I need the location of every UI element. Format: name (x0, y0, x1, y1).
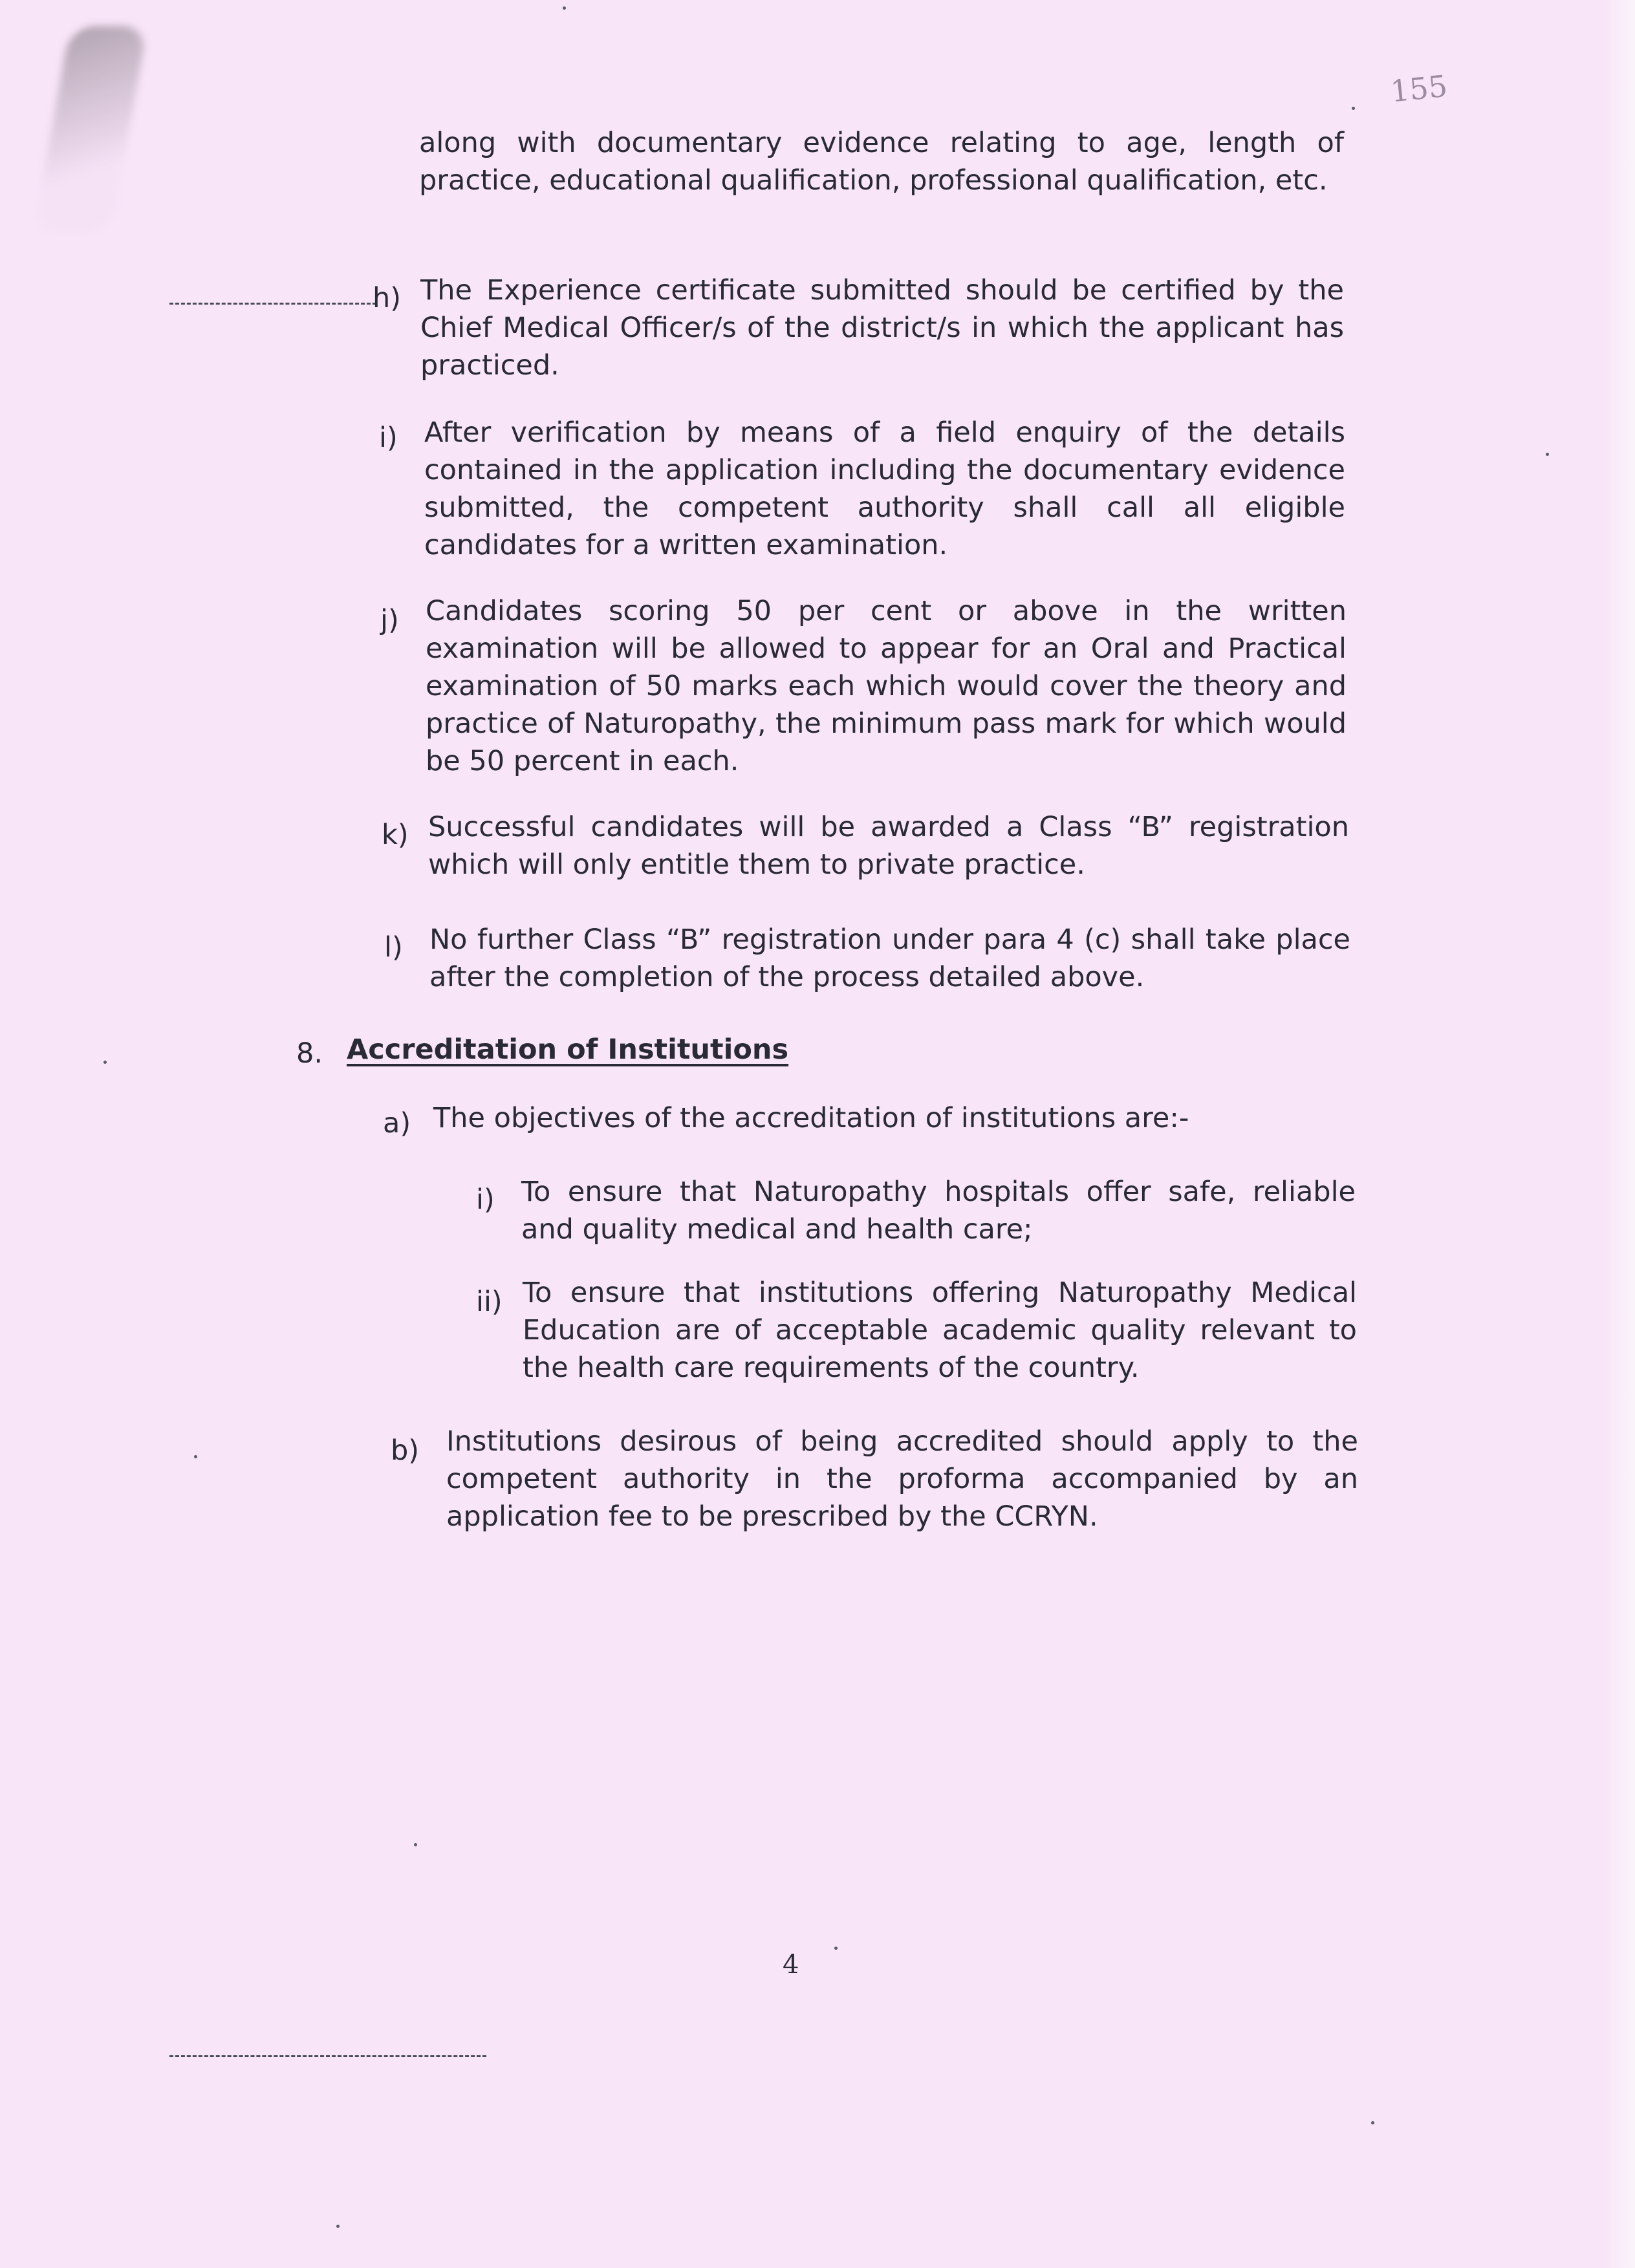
section-8-a-marker: a) (383, 1107, 411, 1139)
page-edge (1604, 0, 1635, 2268)
item-i-text: After verification by means of a field enquiry of the details contained in the application including the documentary evidence submitted, the competent authority shall call all eligible candidates for a written examination. (424, 416, 1345, 561)
section-8-number: 8. (296, 1037, 323, 1070)
item-k-text: Successful candidates will be awarded a Class “B” registration which will only entitle them to private practice. (428, 811, 1349, 881)
page-number: 4 (783, 1950, 799, 1980)
scan-speck (1352, 107, 1355, 110)
margin-dash-line-bottom (169, 2055, 486, 2057)
item-g-continuation: along with documentary evidence relating to age, length of practice, educational qualification, professional qualification, etc. (419, 127, 1344, 197)
item-i-marker: i) (379, 422, 398, 454)
scan-speck (414, 1843, 417, 1846)
item-h-marker: h) (373, 282, 402, 314)
handwritten-page-mark: 155 (1389, 68, 1449, 109)
section-8-b-text: Institutions desirous of being accredited should apply to the competent authority in the proforma accompanied by an application fee to be prescribed by the CCRYN. (446, 1425, 1358, 1533)
section-8-a-ii-text: To ensure that institutions offering Naturopathy Medical Education are of acceptable academic quality relevant to the health care requirements of the country. (523, 1277, 1357, 1384)
section-8-a-ii-marker: ii) (476, 1286, 503, 1318)
item-l-text: No further Class “B” registration under para 4 (c) shall take place after the completion of the process detailed above. (429, 923, 1350, 993)
item-h-text: The Experience certificate submitted should be certified by the Chief Medical Officer/s of the district/s in which the applicant has practiced. (420, 274, 1344, 382)
scan-speck (103, 1061, 107, 1064)
item-j-marker: j) (380, 604, 399, 636)
scan-speck (194, 1455, 197, 1458)
scan-speck (1546, 453, 1549, 456)
scan-speck (563, 6, 566, 10)
margin-dash-line-top (169, 303, 376, 305)
section-8-a-i-text: To ensure that Naturopathy hospitals offer safe, reliable and quality medical and health care; (521, 1176, 1356, 1246)
section-8-title: Accreditation of Institutions (347, 1033, 789, 1066)
section-8-b-marker: b) (391, 1434, 420, 1467)
scan-smudge (34, 26, 147, 233)
scan-speck (1371, 2121, 1374, 2124)
section-8-a-text: The objectives of the accreditation of institutions are:- (433, 1102, 1189, 1134)
item-l-marker: l) (384, 931, 403, 964)
scan-speck (336, 2225, 340, 2228)
item-k-marker: k) (382, 819, 409, 851)
item-j-text: Candidates scoring 50 per cent or above in the written examination will be allowed to appear for an Oral and Practical examination of 50 marks each which would cover the theory and practice of Naturopathy, the minimum pass mark for which would be 50 percent in each. (426, 595, 1347, 777)
scan-speck (834, 1947, 838, 1950)
section-8-a-i-marker: i) (476, 1183, 495, 1216)
